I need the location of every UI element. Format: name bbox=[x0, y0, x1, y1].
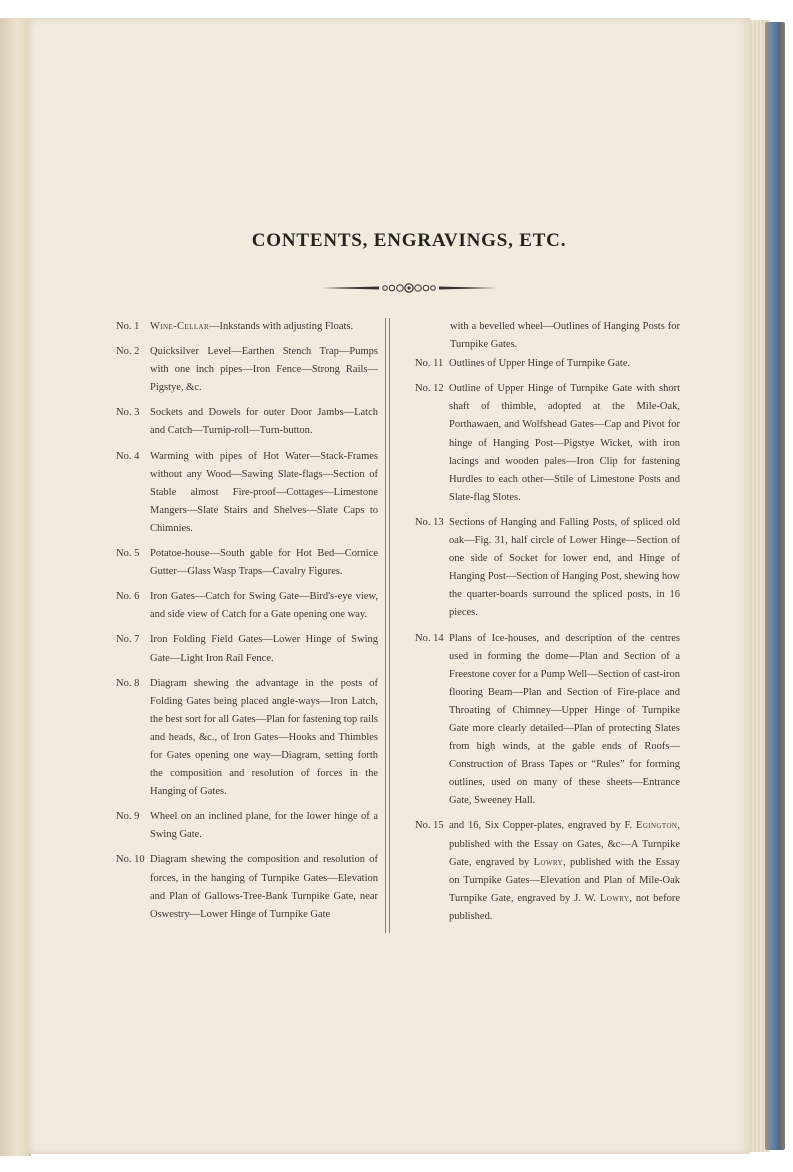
entry-number: No. 15 bbox=[415, 820, 444, 832]
entry-number: No. 5 bbox=[116, 548, 140, 560]
engraver-name: Egington bbox=[636, 820, 678, 832]
entry-continuation: with a bevelled wheel—Outlines of Hanging Posts for Turnpike Gates. bbox=[450, 321, 680, 351]
entry-number: No. 3 bbox=[116, 407, 140, 419]
page-title: CONTENTS, ENGRAVINGS, ETC. bbox=[251, 230, 567, 251]
entry-text bbox=[150, 318, 378, 336]
entry-text: Sockets and Dowels for outer Door Jambs—Latch and Catch—Turnip-roll—Turn-button. bbox=[150, 407, 378, 437]
entry-body: and 16, Six Copper-plates, engraved by F. bbox=[449, 820, 633, 832]
entry-number: No. 8 bbox=[116, 677, 140, 689]
contents-entry bbox=[116, 851, 378, 923]
entry-text: Iron Folding Field Gates—Lower Hinge of Swing Gate—Light Iron Rail Fence. bbox=[150, 634, 378, 664]
contents-entry bbox=[415, 630, 680, 811]
entry-text: Plans of Ice-houses, and description of the centres used in forming the dome—Plan and Section of a Freestone cover for a Pump Well—Section of cast-iron flooring Beam—Plan and Section of Fire-place and Throating of Chimney—Upper Hinge of Turnpike Gate more clearly detailed—Plan of protecting Slates from high winds, at the gable ends of Roofs—Construction of Brass Tapes or “Rules” for forming outlines, used on many of these sheets—Entrance Gate, Sweeney Hall. bbox=[449, 632, 680, 807]
entry-text: Outline of Upper Hinge of Turnpike Gate with short shaft of thimble, adopted at the Mile-Oak, Porthawaen, and Wolfshead Gates—Cap and Pivot for hinge of Hanging Post—Pigstye Wicket, with iron lacings and wooden pales—Iron Clip for fastening Hurdles to each other—Stile of Limestone Posts and Slate-flag Slotes. bbox=[449, 383, 680, 503]
entry-text: Warming with pipes of Hot Water—Stack-Frames without any Wood—Sawing Slate-flags—Section of Stable almost Fire-proof—Cottages—Limestone Mangers—Slate Stairs and Shelves—Slate Caps to Chimnies. bbox=[150, 450, 378, 534]
entry-number: No. 12 bbox=[415, 383, 444, 395]
contents-entry bbox=[116, 404, 378, 440]
entry-number: No. 2 bbox=[116, 346, 140, 358]
contents-entry bbox=[116, 675, 378, 802]
engraver-name: Lowry bbox=[599, 892, 630, 904]
entry-lead: Wine-Cellar bbox=[150, 321, 210, 332]
entry-text bbox=[449, 817, 680, 926]
column-divider bbox=[385, 318, 390, 933]
entry-text: Potatoe-house—South gable for Hot Bed—Cornice Gutter—Glass Wasp Traps—Cavalry Figures. bbox=[150, 548, 378, 578]
left-page-edge bbox=[0, 18, 31, 1156]
contents-left-column bbox=[116, 318, 378, 931]
engraver-name: Lowry bbox=[533, 856, 564, 868]
entry-body: , published with the Essay on Gates, &c—A Turnpike Gate, engraved by bbox=[449, 820, 680, 868]
contents-entry bbox=[116, 588, 378, 624]
book-binding bbox=[765, 22, 785, 1150]
entry-number: No. 9 bbox=[116, 811, 140, 823]
contents-entry bbox=[415, 355, 680, 373]
entry-body: , not before published. bbox=[449, 892, 681, 922]
contents-entry bbox=[415, 817, 680, 926]
contents-entry bbox=[116, 631, 378, 667]
contents-right-column bbox=[415, 318, 680, 933]
entry-text: Wheel on an inclined plane, for the lower hinge of a Swing Gate. bbox=[150, 811, 378, 841]
contents-entry bbox=[116, 343, 378, 397]
decorative-rule-icon bbox=[319, 280, 499, 296]
contents-entry bbox=[415, 514, 680, 623]
contents-entry bbox=[116, 318, 378, 336]
contents-entry bbox=[116, 545, 378, 581]
entry-body: , published with the Essay on Turnpike Gates—Elevation and Plan of Mile-Oak Turnpike Gate, engraved by J. W. bbox=[449, 856, 680, 904]
contents-entry bbox=[116, 808, 378, 844]
entry-body: —Inkstands with adjusting Floats. bbox=[209, 321, 354, 332]
entry-text: Sections of Hanging and Falling Posts, of spliced old oak—Fig. 31, half circle of Lower Hinge—Section of one side of Socket for lower end, and Hinge of Hanging Post—Section of Hanging Post, shewing how the quarter-boards surround the spliced posts, in 16 pieces. bbox=[449, 516, 680, 619]
entry-text: Diagram shewing the advantage in the posts of Folding Gates being placed angle-ways—Iron Latch, the best sort for all Gates—Plan for fastening top rails and heads, &c., of Iron Gates—Hooks and Thimbles for Gates opening one way—Diagram, setting forth the composition and resolution of forces in the Hanging of Gates. bbox=[150, 677, 378, 798]
entry-number: No. 11 bbox=[415, 358, 444, 370]
entry-text: Iron Gates—Catch for Swing Gate—Bird's-eye view, and side view of Catch for a Gate opening one way. bbox=[150, 591, 378, 621]
entry-number: No. 10 bbox=[116, 854, 145, 866]
entry-number: No. 1 bbox=[116, 321, 140, 332]
entry-number: No. 14 bbox=[415, 632, 444, 644]
entry-text: Outlines of Upper Hinge of Turnpike Gate. bbox=[449, 358, 631, 370]
contents-entry bbox=[415, 380, 680, 507]
entry-number: No. 4 bbox=[116, 450, 140, 462]
entry-text: Diagram shewing the composition and resolution of forces, in the hanging of Turnpike Gates—Elevation and Plan of Gallows-Tree-Bank Turnpike Gate, near Oswestry—Lower Hinge of Turnpike Gate bbox=[150, 854, 378, 920]
entry-text: Quicksilver Level—Earthen Stench Trap—Pumps with one inch pipes—Iron Fence—Strong Rails—Pigstye, &c. bbox=[150, 346, 378, 394]
entry-number: No. 6 bbox=[116, 591, 140, 603]
entry-number: No. 7 bbox=[116, 634, 140, 646]
contents-entry bbox=[116, 448, 378, 538]
entry-number: No. 13 bbox=[415, 516, 444, 528]
book-page bbox=[28, 18, 750, 1154]
